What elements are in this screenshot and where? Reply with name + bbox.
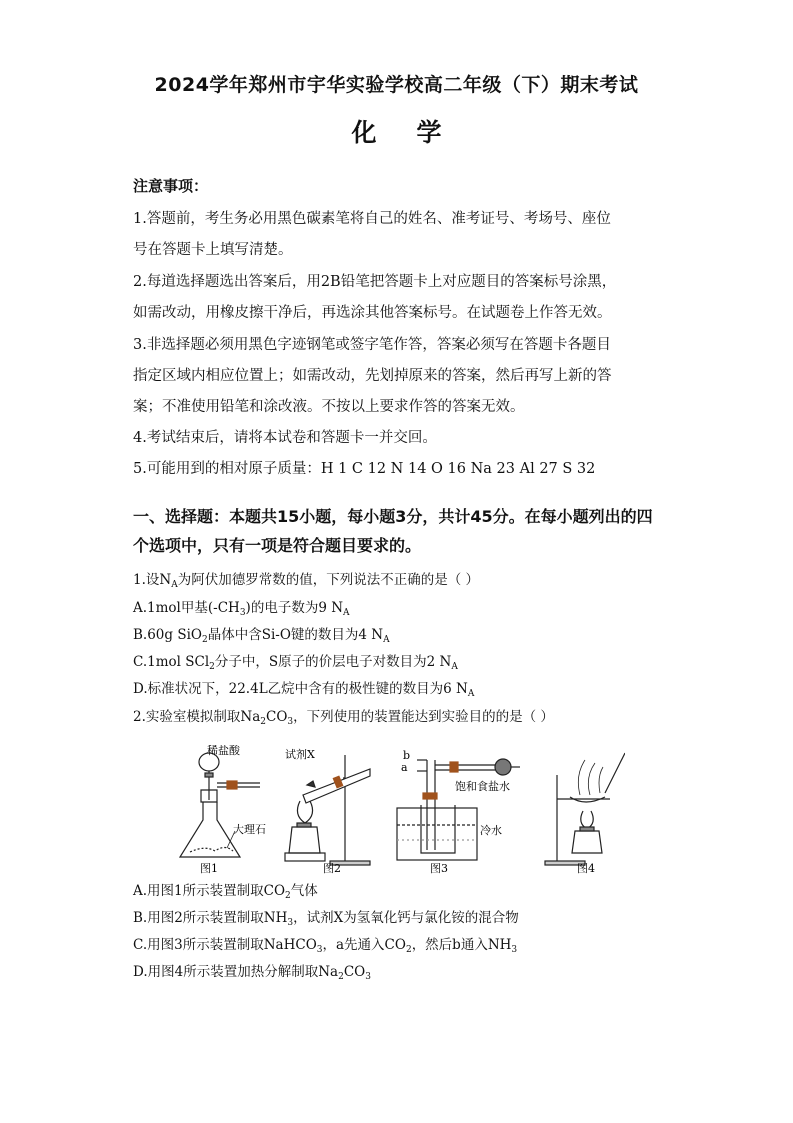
q1-option-c: C.1mol SCl$_2$分子中，S原子的价层电子对数目为2 $N_A$ [133, 654, 458, 672]
label-a: a [401, 761, 408, 774]
notice-line: 案；不准使用铅笔和涂改液。不按以上要求作答的答案无效。 [133, 399, 525, 415]
notice-line: 4.考试结束后，请将本试卷和答题卡一并交回。 [133, 430, 437, 446]
subject-char-2: 学 [416, 118, 442, 147]
apparatus-figure [165, 745, 625, 875]
q1-option-d: D.标准状况下，22.4L乙烷中含有的极性键的数目为6 $N_A$ [133, 681, 475, 699]
page-title: 2024学年郑州市宇华实验学校高二年级（下）期末考试 [154, 74, 639, 96]
q2-option-a: A.用图1所示装置制取$CO_2$气体 [133, 883, 318, 901]
subject-char-1: 化 [351, 118, 377, 147]
q1-option-a: A.1mol甲基$(-CH_3)$的电子数为9 $N_A$ [133, 600, 350, 618]
label-saturated-brine: 饱和食盐水 [455, 780, 510, 793]
notice-line: 号在答题卡上填写清楚。 [133, 242, 293, 258]
label-cold-water: 冷水 [480, 824, 502, 837]
label-dilute-hcl: 稀盐酸 [207, 745, 240, 757]
notice-heading: 注意事项： [133, 177, 209, 195]
label-b: b [403, 749, 411, 762]
figure-3-caption: 图3 [430, 862, 448, 875]
figure-1-apparatus [180, 753, 260, 857]
q2-stem: 2.实验室模拟制取$Na_2CO_3$，下列使用的装置能达到实验目的的是（ ） [133, 709, 554, 727]
notice-line: 如需改动，用橡皮擦干净后，再选涂其他答案标号。在试题卷上作答无效。 [133, 305, 612, 321]
figure-4-caption: 图4 [577, 862, 595, 875]
figure-2-caption: 图2 [323, 862, 341, 875]
q1-option-b: B.60g SiO$_2$晶体中含Si-O键的数目为4 $N_A$ [133, 627, 390, 645]
label-reagent-x: 试剂X [285, 748, 315, 761]
q2-option-c: C.用图3所示装置制取NaHCO$_3$，a先通入$CO_2$，然后b通入$NH_3$ [133, 937, 518, 955]
notice-line-atomic-masses: 5.可能用到的相对原子质量：H 1 C 12 N 14 O 16 Na 23 Al 27 S 32 [133, 461, 596, 477]
figure-3-apparatus [397, 759, 520, 860]
notice-line: 1.答题前，考生务必用黑色碳素笔将自己的姓名、准考证号、考场号、座位 [133, 211, 611, 227]
section-heading-line2: 个选项中，只有一项是符合题目要求的。 [133, 536, 422, 555]
notice-line: 2.每道选择题选出答案后，用2B铅笔把答题卡上对应题目的答案标号涂黑， [133, 274, 617, 290]
notice-line: 指定区域内相应位置上；如需改动，先划掉原来的答案，然后再写上新的答 [133, 368, 612, 384]
figure-1-caption: 图1 [200, 862, 218, 875]
notice-line: 3.非选择题必须用黑色字迹钢笔或签字笔作答，答案必须写在答题卡各题目 [133, 337, 611, 353]
figure-4-apparatus [545, 753, 625, 865]
q2-option-d: D.用图4所示装置加热分解制取$Na_2CO_3$ [133, 964, 371, 982]
section-heading-line1: 一、选择题：本题共15小题，每小题3分，共计45分。在每小题列出的四 [133, 507, 653, 526]
subject-title [0, 113, 793, 149]
q1-stem: 1.设$N_A$为阿伏加德罗常数的值，下列说法不正确的是（ ） [133, 572, 479, 590]
label-marble: 大理石 [233, 823, 266, 836]
figure-2-apparatus [285, 755, 370, 865]
q2-option-b: B.用图2所示装置制取$NH_3$，试剂X为氢氧化钙与氯化铵的混合物 [133, 910, 519, 928]
